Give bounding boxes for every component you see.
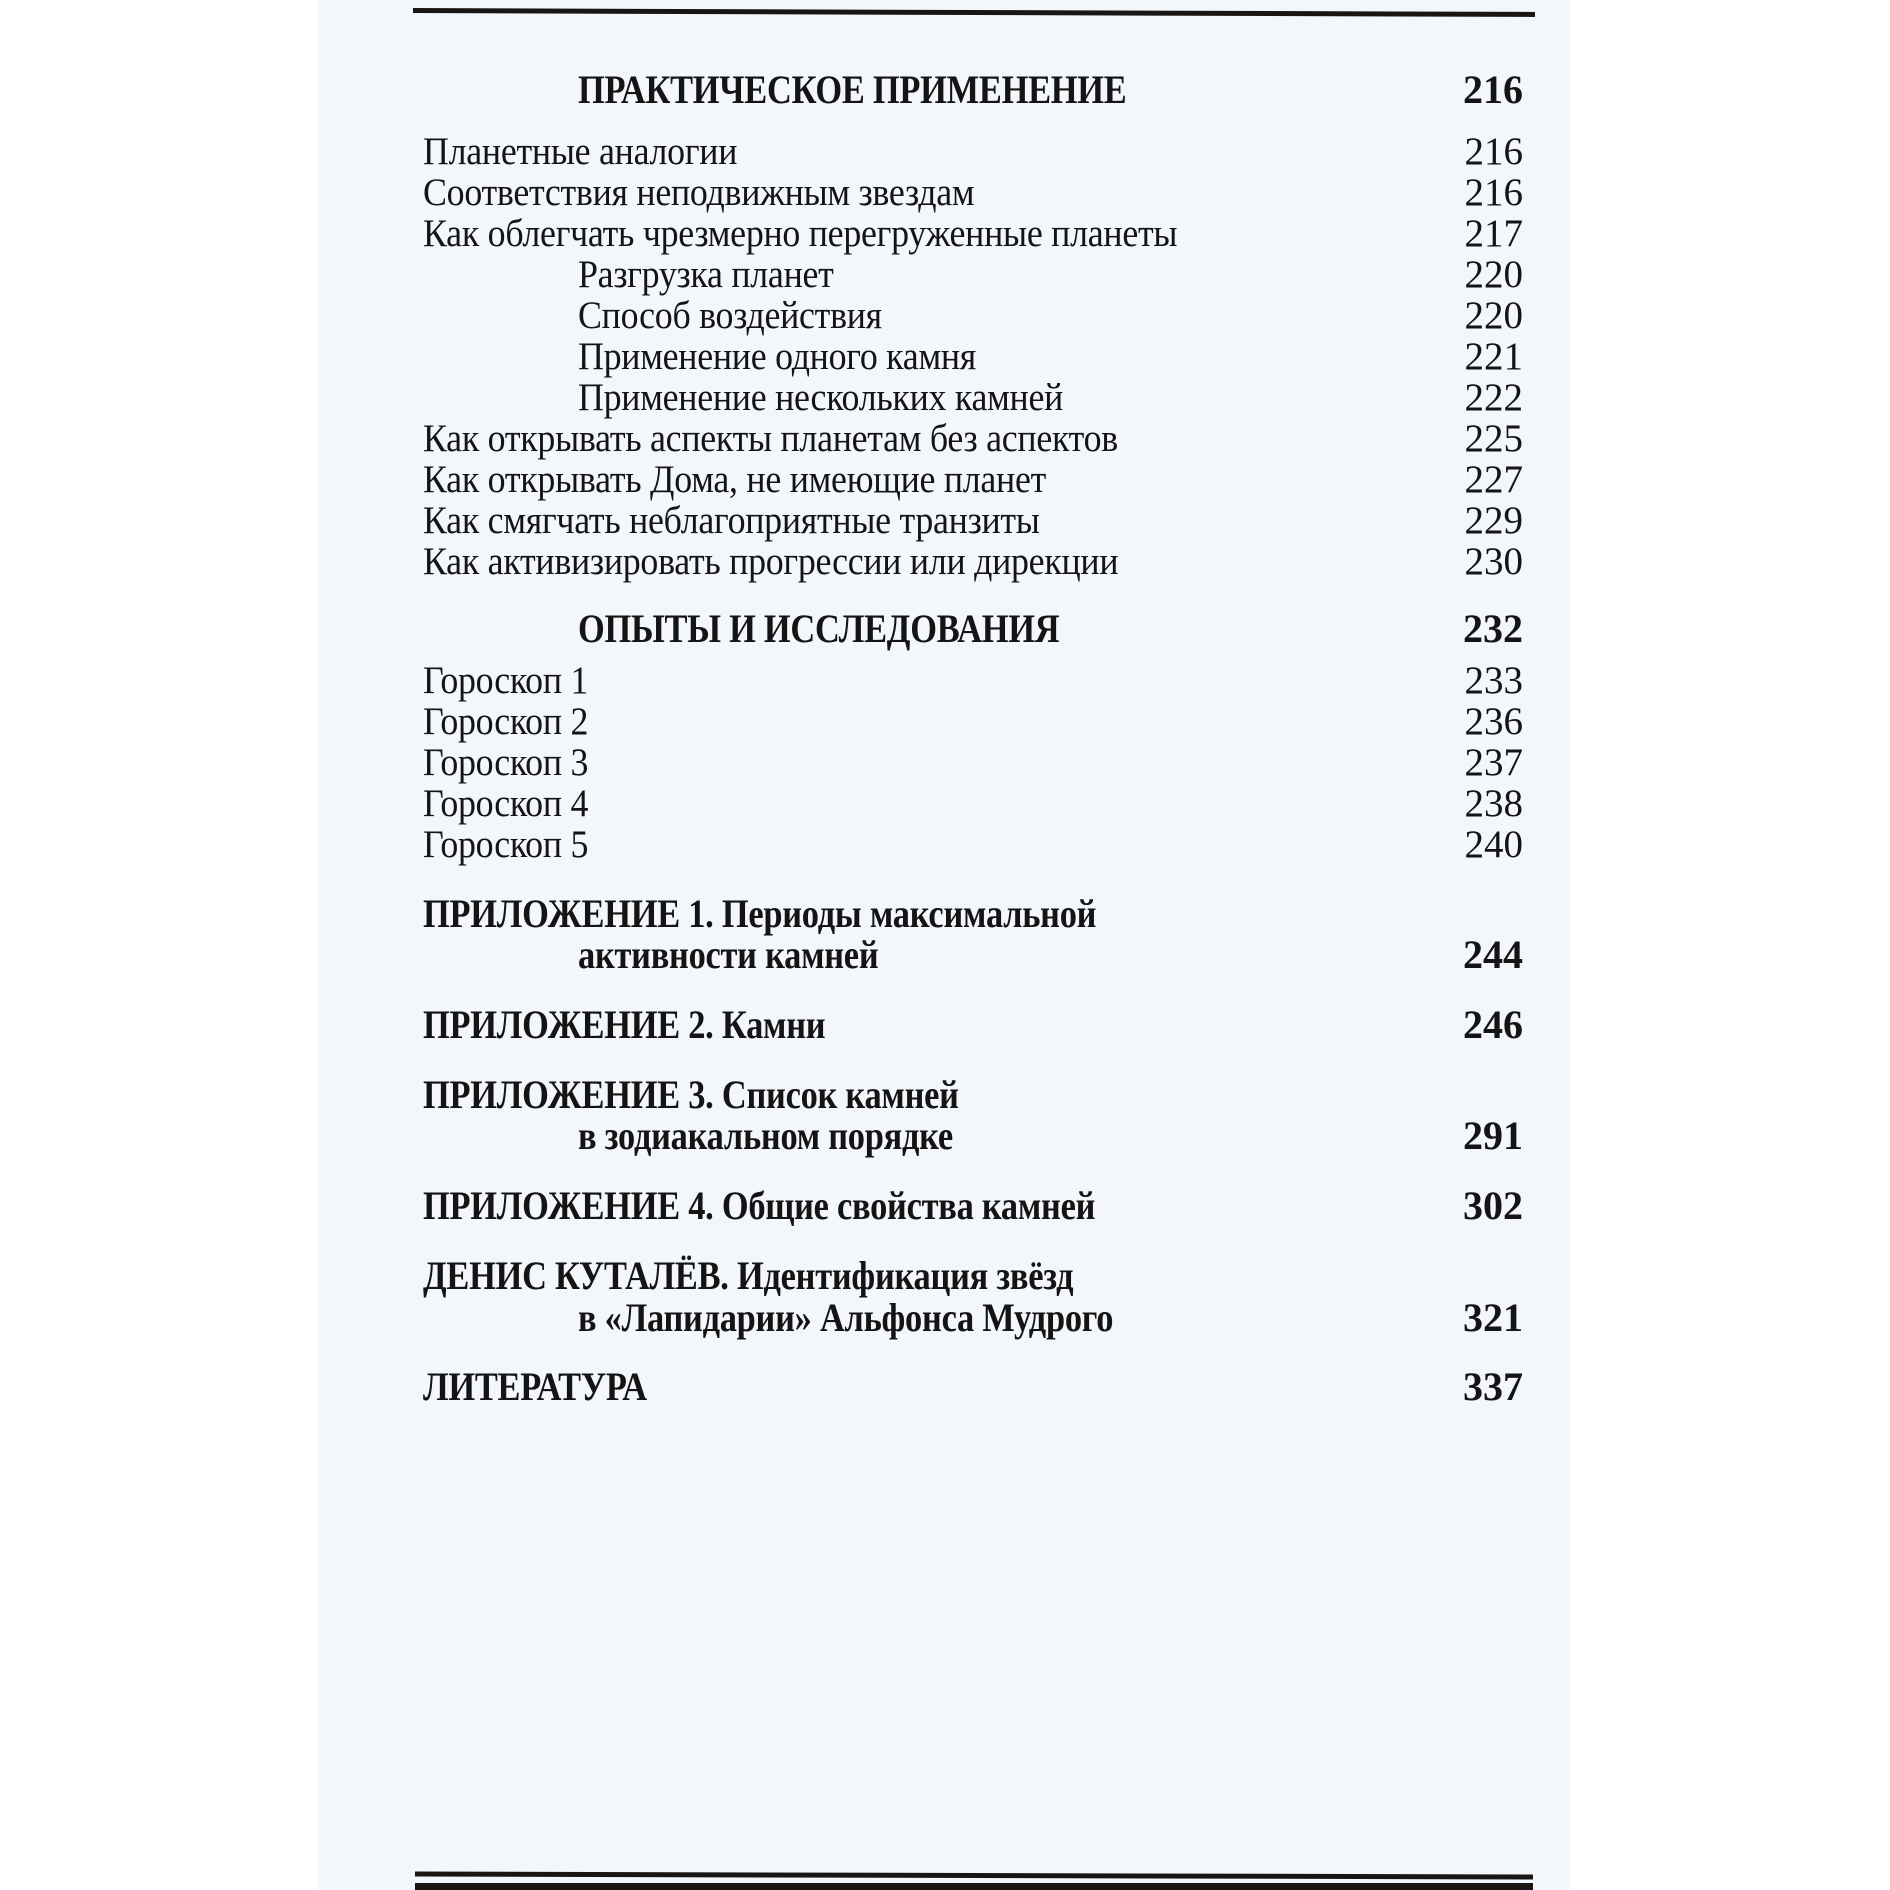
page-number: 222 [1464, 376, 1523, 419]
page-number: 227 [1464, 458, 1523, 501]
page-number: 229 [1464, 499, 1523, 542]
page-number: 221 [1464, 335, 1523, 378]
toc-entry [423, 537, 1523, 587]
page-number: 233 [1464, 659, 1523, 702]
bibliography-heading [423, 1362, 1523, 1412]
entry-title: Как открывать аспекты планетам без аспектов [423, 417, 1118, 460]
page-number: 232 [1463, 606, 1523, 651]
section-title: ОПЫТЫ И ИССЛЕДОВАНИЯ [578, 606, 1060, 651]
appendix-title-line1: ПРИЛОЖЕНИЕ 1. Периоды максимальной [423, 891, 1097, 936]
article-title-line1: ДЕНИС КУТАЛЁВ. Идентификация звёзд [423, 1253, 1074, 1298]
page-number: 216 [1463, 67, 1523, 112]
table-of-contents [318, 0, 1570, 1890]
appendix-title-line1: ПРИЛОЖЕНИЕ 4. Общие свойства камней [423, 1183, 1096, 1228]
article-title-line2: в «Лапидарии» Альфонса Мудрого [578, 1295, 1114, 1340]
page-number: 337 [1463, 1364, 1523, 1409]
entry-title: Как смягчать неблагоприятные транзиты [423, 499, 1040, 542]
page-number: 321 [1463, 1295, 1523, 1340]
entry-title: Гороскоп 3 [423, 741, 589, 784]
entry-title: Гороскоп 5 [423, 823, 589, 866]
appendix-heading [423, 1181, 1523, 1231]
section-title: ПРАКТИЧЕСКОЕ ПРИМЕНЕНИЕ [578, 67, 1127, 112]
entry-title: Применение одного камня [578, 335, 977, 378]
article-heading-continuation [423, 1293, 1523, 1343]
book-page [318, 0, 1570, 1890]
toc-entry [423, 820, 1523, 870]
appendix-title-line1: ПРИЛОЖЕНИЕ 2. Камни [423, 1002, 826, 1047]
page-number: 237 [1464, 741, 1523, 784]
entry-title: Применение нескольких камней [578, 376, 1064, 419]
page-number: 230 [1464, 540, 1523, 583]
appendix-heading-continuation [423, 930, 1523, 980]
page-number: 246 [1463, 1002, 1523, 1047]
entry-title: Гороскоп 4 [423, 782, 589, 825]
page-number: 225 [1464, 417, 1523, 460]
entry-title: Как облегчать чрезмерно перегруженные планеты [423, 212, 1178, 255]
page-number: 220 [1464, 294, 1523, 337]
entry-title: Способ воздействия [578, 294, 882, 337]
section-heading [423, 65, 1523, 115]
appendix-heading [423, 1000, 1523, 1050]
page-number: 236 [1464, 700, 1523, 743]
page-number: 240 [1464, 823, 1523, 866]
page-number: 302 [1463, 1183, 1523, 1228]
bibliography-title: ЛИТЕРАТУРА [423, 1364, 647, 1409]
page-number: 291 [1463, 1113, 1523, 1158]
page-number: 216 [1464, 171, 1523, 214]
appendix-title-line1: ПРИЛОЖЕНИЕ 3. Список камней [423, 1072, 959, 1117]
page-number: 244 [1463, 932, 1523, 977]
appendix-heading-continuation [423, 1111, 1523, 1161]
page-number: 216 [1464, 130, 1523, 173]
section-heading [423, 604, 1523, 654]
entry-title: Как открывать Дома, не имеющие планет [423, 458, 1047, 501]
entry-title: Гороскоп 2 [423, 700, 589, 743]
entry-title: Гороскоп 1 [423, 659, 589, 702]
entry-title: Как активизировать прогрессии или дирекции [423, 540, 1119, 583]
appendix-title-line2: активности камней [578, 932, 879, 977]
entry-title: Разгрузка планет [578, 253, 834, 296]
page-number: 220 [1464, 253, 1523, 296]
entry-title: Планетные аналогии [423, 130, 738, 173]
bottom-rule-thick [415, 1883, 1533, 1890]
page-number: 217 [1464, 212, 1523, 255]
entry-title: Соответствия неподвижным звездам [423, 171, 975, 214]
page-number: 238 [1464, 782, 1523, 825]
appendix-title-line2: в зодиакальном порядке [578, 1113, 953, 1158]
